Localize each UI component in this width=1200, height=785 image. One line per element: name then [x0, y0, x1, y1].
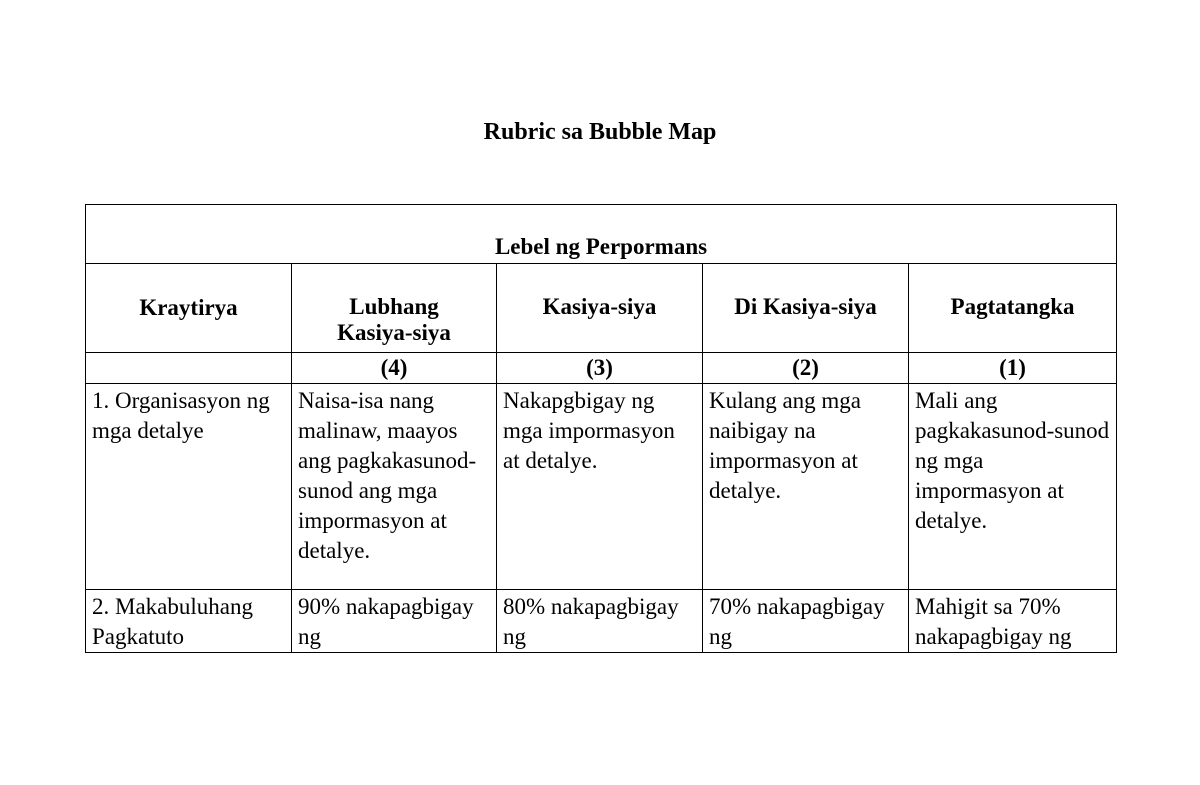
criterion-cell [86, 384, 292, 590]
rubric-text: Kulang ang mga naibigay na impormasyon at detalye. [709, 388, 862, 503]
score-cell-1: (1) [909, 353, 1117, 384]
column-header-level-3 [497, 264, 703, 353]
column-header-level-4 [292, 264, 497, 353]
rubric-cell [703, 590, 909, 653]
column-header-label: Kraytirya [139, 295, 238, 320]
performance-level-header-row [86, 205, 1117, 264]
rubric-text: Naisa-isa nang malinaw, maayos ang pagkakasunod-sunod ang mga impormasyon at detalye. [298, 388, 477, 563]
document-title: Rubric sa Bubble Map [483, 119, 717, 145]
column-header-label: Di Kasiya-siya [734, 294, 877, 319]
rubric-cell [909, 590, 1117, 653]
performance-level-label: Lebel ng Perpormans [494, 234, 708, 259]
table-row [86, 590, 1117, 653]
table-row [86, 384, 1117, 590]
column-header-level-2 [703, 264, 909, 353]
rubric-text: Nakapgbigay ng mga impormasyon at detalye. [503, 388, 675, 473]
rubric-table [85, 204, 1117, 653]
column-header-label: Lubhang Kasiya-siya [337, 294, 451, 345]
rubric-text: 70% nakapagbigay ng [709, 594, 885, 649]
column-header-level-1 [909, 264, 1117, 353]
performance-level-header [86, 205, 1117, 264]
rubric-cell [292, 590, 497, 653]
score-cell-2: (2) [703, 353, 909, 384]
criterion-cell [86, 590, 292, 653]
rubric-text: Mali ang pagkakasunod-sunod ng mga impormasyon at detalye. [915, 388, 1110, 533]
rubric-cell [497, 590, 703, 653]
column-header-criteria [86, 264, 292, 353]
rubric-text: 80% nakapagbigay ng [503, 594, 679, 649]
score-cell-4: (4) [292, 353, 497, 384]
score-cell-criteria [86, 353, 292, 384]
criterion-text: 1. Organisasyon ng mga detalye [92, 388, 270, 443]
column-header-label: Pagtatangka [950, 294, 1075, 319]
score-row [86, 353, 1117, 384]
column-header-label: Kasiya-siya [542, 294, 657, 319]
rubric-text: 90% nakapagbigay ng [298, 594, 474, 649]
rubric-cell [909, 384, 1117, 590]
rubric-cell [703, 384, 909, 590]
column-header-row [86, 264, 1117, 353]
score-cell-3: (3) [497, 353, 703, 384]
rubric-cell [292, 384, 497, 590]
rubric-cell [497, 384, 703, 590]
rubric-text: Mahigit sa 70% nakapagbigay ng [915, 594, 1072, 649]
criterion-text: 2. Makabuluhang Pagkatuto [92, 594, 253, 649]
